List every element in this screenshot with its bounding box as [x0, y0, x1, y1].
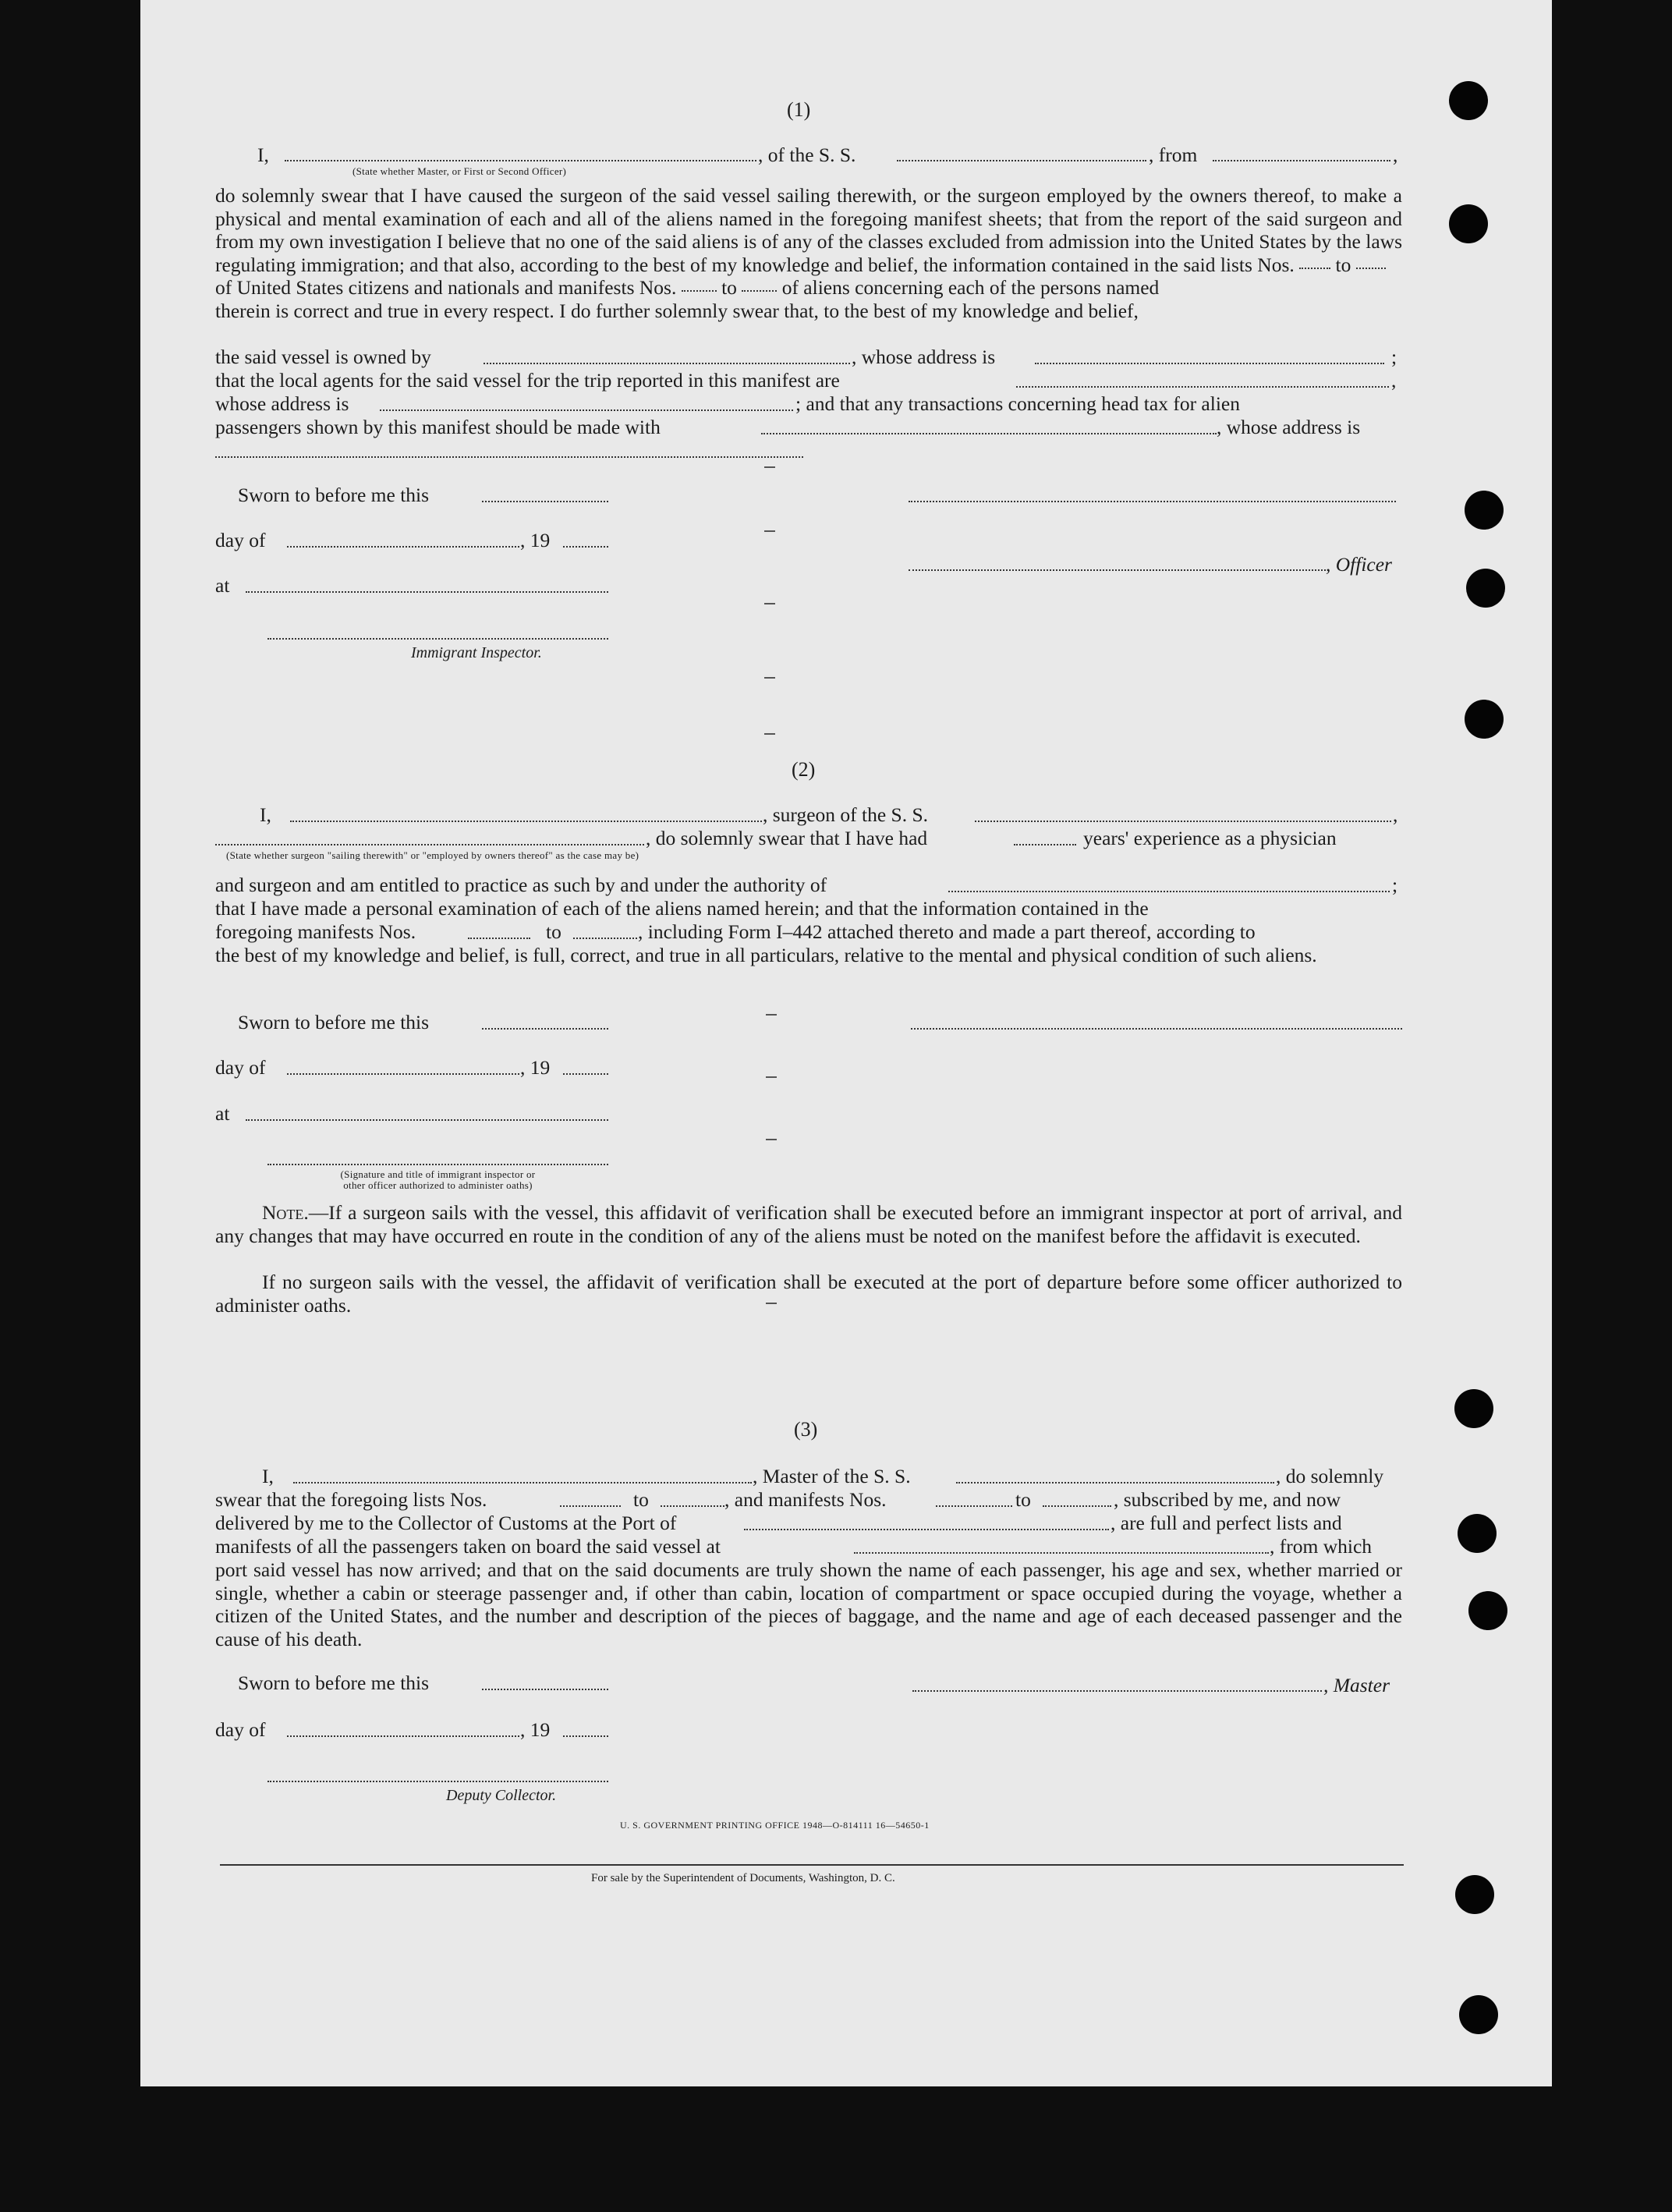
including-text: , including Form I–442 attached thereto and made a part thereof, according to — [638, 920, 1256, 943]
sworn-date-field[interactable] — [482, 501, 608, 502]
officer-label: , Officer — [1326, 553, 1392, 576]
center-mark — [764, 603, 775, 604]
officer-title-line[interactable] — [909, 569, 1326, 571]
owner-field[interactable] — [484, 363, 850, 364]
year-prefix: , 19 — [520, 1056, 551, 1079]
signature-hint-2: other officer authorized to administer oaths) — [343, 1179, 533, 1191]
inspector-label: Immigrant Inspector. — [411, 644, 542, 661]
section-number: (3) — [794, 1418, 818, 1441]
and-surgeon-text: and surgeon and am entitled to practice as such by and under the authority of — [215, 874, 827, 896]
years-text: years' experience as a physician — [1083, 827, 1337, 849]
surgeon-of-label: , surgeon of the S. S. — [763, 803, 929, 826]
delivered-text: delivered by me to the Collector of Customs at the Port of — [215, 1512, 677, 1534]
center-mark — [764, 677, 775, 679]
at-label: at — [215, 574, 230, 597]
head-tax-text: ; and that any transactions concerning head tax for alien — [795, 392, 1240, 415]
center-mark — [764, 466, 775, 468]
punch-hole — [1455, 1875, 1494, 1914]
semicolon: ; — [1392, 874, 1398, 896]
whose-address-label: whose address is — [215, 392, 349, 415]
year-field[interactable] — [563, 546, 608, 548]
therein-text: therein is correct and true in every respect. I do further solemnly swear that, to the best of my knowledge and belief, — [215, 299, 1139, 322]
center-mark — [766, 1076, 777, 1078]
surgeon-type-hint: (State whether surgeon "sailing therewith" or "employed by owners thereof" as the case may be) — [226, 849, 639, 861]
to-label: to — [721, 276, 737, 300]
manifest-to-field[interactable] — [573, 938, 637, 939]
surgeon-type-field[interactable] — [215, 844, 644, 845]
agents-address-field[interactable] — [380, 409, 793, 411]
note-paragraph — [215, 1201, 1402, 1247]
center-mark — [766, 1139, 777, 1140]
master-signature-line[interactable] — [912, 1690, 1322, 1692]
sworn-date-field[interactable] — [482, 1028, 608, 1030]
comma: , — [1393, 803, 1398, 826]
local-agents-label: that the local agents for the said vessel for the trip reported in this manifest are — [215, 369, 840, 392]
master-of-label: , Master of the S. S. — [753, 1465, 911, 1487]
years-experience-field[interactable] — [1014, 844, 1076, 845]
lists-from-field[interactable] — [560, 1505, 621, 1507]
owner-address-field[interactable] — [1035, 363, 1384, 364]
manifests-to-field[interactable] — [1043, 1505, 1111, 1507]
sworn-label: Sworn to before me this — [238, 1011, 430, 1033]
collector-label: Deputy Collector. — [446, 1787, 557, 1804]
oath-body-1 — [215, 184, 1402, 323]
punch-hole — [1459, 1995, 1498, 2034]
head-tax-address-field[interactable] — [215, 456, 803, 458]
foregoing-label: foregoing manifests Nos. — [215, 920, 416, 943]
sworn-label: Sworn to before me this — [238, 484, 430, 506]
collector-signature-line[interactable] — [267, 1781, 608, 1782]
officer-signature-line[interactable] — [909, 501, 1396, 502]
master-label: , Master — [1323, 1674, 1390, 1696]
year-prefix: , 19 — [520, 529, 551, 551]
section3-body: port said vessel has now arrived; and that on the said documents are truly shown the name of each passenger, his age and sex, whether married or single, whether a cabin or steerage passenger and, if other than cabin, location of compartment or space occupied during the voyage, whether a citizen of the United States, and the number and description of the pieces of baggage, and the name and age of each deceased passenger and the cause of his death. — [215, 1558, 1402, 1650]
day-of-label: day of — [215, 1718, 266, 1741]
master-vessel-field[interactable] — [956, 1482, 1274, 1484]
section-number: (2) — [792, 758, 816, 781]
place-field[interactable] — [246, 591, 608, 593]
best-of-text: the best of my knowledge and belief, is full, correct, and true in all particulars, relative to the mental and physical condition of such aliens. — [215, 944, 1317, 966]
place-field[interactable] — [246, 1119, 608, 1121]
officer-name-field[interactable] — [285, 160, 756, 161]
oath-i: I, — [257, 144, 269, 166]
semicolon: ; — [1391, 346, 1397, 368]
punch-hole — [1466, 569, 1505, 608]
vessel-name-field[interactable] — [897, 160, 1146, 161]
note-label: Note. — [262, 1201, 309, 1224]
sworn-label: Sworn to before me this — [238, 1671, 430, 1694]
personal-exam-text: that I have made a personal examination of each of the aliens named herein; and that the information contained in the — [215, 897, 1149, 920]
embarkation-field[interactable] — [854, 1552, 1269, 1554]
official-signature-line[interactable] — [267, 1164, 608, 1165]
center-mark — [766, 1014, 777, 1016]
punch-hole — [1458, 1514, 1497, 1553]
whose-address-label: , whose address is — [852, 346, 996, 368]
comma: , — [1393, 144, 1398, 166]
from-which-text: , from which — [1270, 1535, 1373, 1558]
month-field[interactable] — [287, 1735, 519, 1737]
day-of-label: day of — [215, 529, 266, 551]
punch-hole — [1468, 1591, 1507, 1630]
year-field[interactable] — [563, 1073, 608, 1075]
note-paragraph-2: If no surgeon sails with the vessel, the affidavit of verification shall be executed at the port of departure before some officer authorized to administer oaths. — [215, 1271, 1402, 1317]
head-tax-agent-field[interactable] — [761, 433, 1217, 434]
to-label: to — [1335, 253, 1351, 276]
subscribed-text: , subscribed by me, and now — [1114, 1488, 1341, 1511]
punch-hole — [1449, 81, 1488, 120]
from-label: , from — [1149, 144, 1198, 166]
punch-hole — [1465, 491, 1504, 530]
local-agents-field[interactable] — [1016, 386, 1389, 388]
list-to-field[interactable] — [1356, 267, 1386, 269]
aliens-text: of aliens concerning each of the persons named — [781, 276, 1160, 300]
authority-field[interactable] — [948, 891, 1390, 892]
lists-to-field[interactable] — [661, 1505, 724, 1507]
center-mark — [764, 530, 775, 532]
and-manifests-label: , and manifests Nos. — [724, 1488, 887, 1511]
day-of-label: day of — [215, 1056, 266, 1079]
port-field[interactable] — [744, 1529, 1109, 1530]
punch-hole — [1449, 204, 1488, 243]
punch-hole — [1465, 700, 1504, 739]
master-name-field[interactable] — [293, 1482, 752, 1484]
manifest-from-field[interactable] — [682, 289, 717, 292]
of-ss-label: , of the S. S. — [758, 144, 856, 166]
punch-hole — [1454, 1389, 1493, 1428]
signature-hint-1: (Signature and title of immigrant inspector or — [340, 1168, 536, 1180]
sale-notice: For sale by the Superintendent of Documents, Washington, D. C. — [591, 1872, 895, 1884]
officer-rank-hint: (State whether Master, or First or Second Officer) — [352, 165, 567, 177]
us-citizens-text: of United States citizens and nationals and manifests Nos. — [215, 276, 677, 300]
surgeon-vessel-field[interactable] — [975, 821, 1391, 822]
sworn-date-field[interactable] — [482, 1689, 608, 1690]
manifest-from-field[interactable] — [468, 938, 530, 939]
month-field[interactable] — [287, 546, 519, 548]
manifests-of-text: manifests of all the passengers taken on board the said vessel at — [215, 1535, 721, 1558]
gpo-imprint: U. S. GOVERNMENT PRINTING OFFICE 1948—O-814111 16—54650-1 — [620, 1820, 930, 1831]
surgeon-signature-line[interactable] — [911, 1028, 1402, 1030]
to-label: to — [546, 920, 561, 943]
swear-lists-label: swear that the foregoing lists Nos. — [215, 1488, 487, 1511]
inspector-signature-line[interactable] — [267, 638, 608, 640]
owned-by-label: the said vessel is owned by — [215, 346, 431, 368]
departure-port-field[interactable] — [1213, 160, 1390, 161]
comma: , — [1391, 369, 1397, 392]
note-text: —If a surgeon sails with the vessel, this affidavit of verification shall be executed before an immigrant inspector at port of arrival, and any changes that may have occurred en route in the condition of any of the aliens must be noted on the manifest before the affidavit is executed. — [215, 1201, 1402, 1247]
oath-i: I, — [262, 1465, 274, 1487]
are-full-text: , are full and perfect lists and — [1111, 1512, 1342, 1534]
manifests-from-field[interactable] — [936, 1505, 1012, 1507]
whose-address-label: , whose address is — [1217, 416, 1361, 438]
surgeon-name-field[interactable] — [290, 821, 762, 822]
passengers-label: passengers shown by this manifest should be made with — [215, 416, 661, 438]
at-label: at — [215, 1102, 230, 1125]
year-prefix: , 19 — [520, 1718, 551, 1741]
do-swear-text: , do solemnly swear that I have had — [646, 827, 928, 849]
center-mark — [764, 733, 775, 735]
do-solemnly-text: , do solemnly — [1276, 1465, 1384, 1487]
footer-rule — [220, 1864, 1404, 1866]
list-from-field[interactable] — [1299, 267, 1330, 269]
year-field[interactable] — [563, 1735, 608, 1737]
to-label: to — [1015, 1488, 1031, 1511]
manifest-to-field[interactable] — [742, 289, 777, 292]
oath-text: do solemnly swear that I have caused the surgeon of the said vessel sailing therewith, or the surgeon employed by the owners thereof, to make a physical and mental examination of each and all of the aliens named in the foregoing manifest sheets; that from the report of the said surgeon and from my own investigation I believe that no one of the said aliens is of any of the classes excluded from admission into the United States by the laws regulating immigration; and that also, according to the best of my knowledge and belief, the information contained in the said lists Nos. — [215, 184, 1402, 276]
month-field[interactable] — [287, 1073, 519, 1075]
oath-i: I, — [260, 803, 271, 826]
to-label: to — [633, 1488, 649, 1511]
section-number: (1) — [787, 98, 811, 121]
